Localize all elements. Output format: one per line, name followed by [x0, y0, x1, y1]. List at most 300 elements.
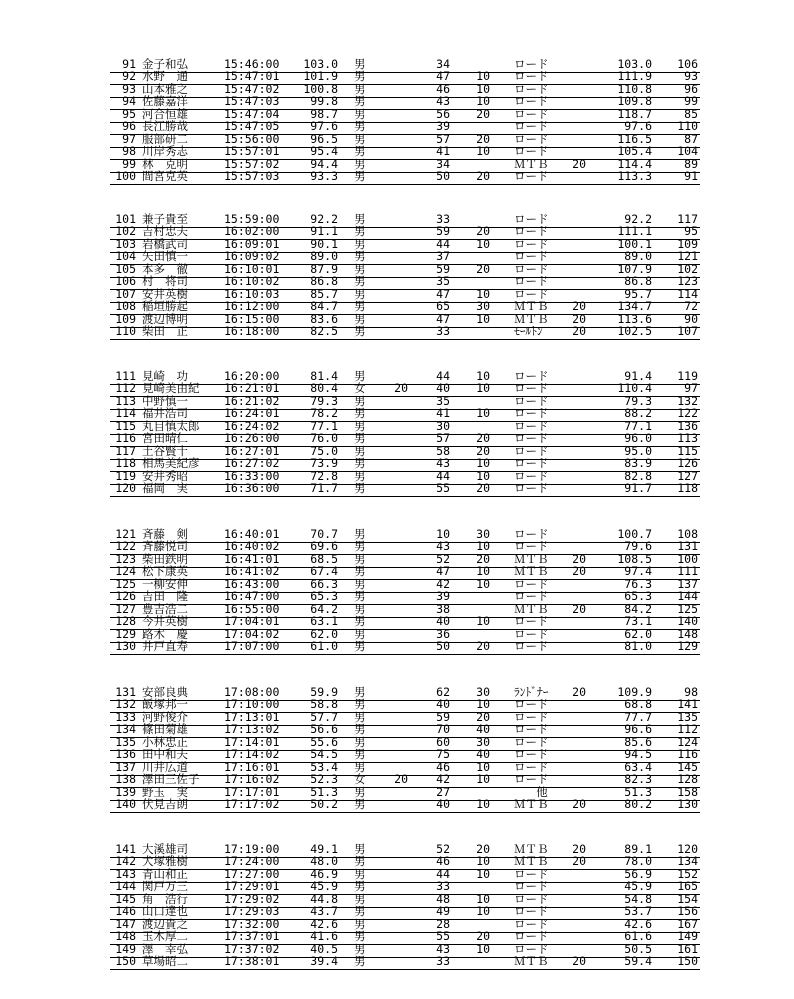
cell-age: 28 [436, 916, 450, 931]
cell-score: 69.6 [310, 539, 338, 554]
cell-rank: 129 [677, 639, 698, 654]
cell-cls: ロード [514, 527, 549, 541]
cell-age: 37 [436, 249, 450, 264]
cell-total: 84.2 [624, 601, 652, 616]
cell-ageb: 20 [476, 169, 490, 184]
cell-time: 16:36:00 [224, 481, 280, 496]
cell-cls: ﾗﾝﾄﾞﾅｰ [514, 685, 549, 699]
cell-score: 72.8 [310, 468, 338, 483]
cell-ageb: 10 [476, 866, 490, 881]
cell-cls: ロード [514, 639, 549, 654]
cell-no: 114 [115, 406, 136, 421]
cell-no: 143 [115, 866, 136, 881]
cell-time: 16:47:00 [224, 589, 280, 604]
cell-cls: ロード [514, 261, 549, 276]
cell-ageb: 10 [476, 854, 490, 869]
cell-sex: 男 [354, 797, 366, 812]
cell-cls: ＭＴＢ [514, 299, 549, 314]
cell-rank: 167 [677, 916, 698, 931]
cell-cls: ロード [514, 443, 549, 458]
cell-sex: 男 [354, 69, 366, 84]
cell-sex: 男 [354, 539, 366, 554]
cell-total: 79.3 [624, 393, 652, 408]
cell-rank: 123 [677, 274, 698, 289]
cell-total: 95.7 [624, 286, 652, 301]
cell-score: 73.9 [310, 456, 338, 471]
cell-name: 村 将司 [142, 274, 188, 289]
cell-score: 58.8 [310, 697, 338, 712]
cell-no: 131 [115, 685, 136, 699]
cell-rank: 108 [677, 527, 698, 541]
cell-sex: 男 [354, 236, 366, 251]
cell-score: 64.2 [310, 601, 338, 616]
cell-time: 15:47:03 [224, 94, 280, 109]
cell-cls: ロード [514, 106, 549, 121]
cell-time: 16:40:02 [224, 539, 280, 554]
cell-no: 130 [115, 639, 136, 654]
cell-total: 102.5 [617, 324, 652, 339]
cell-ageb: 10 [476, 759, 490, 774]
cell-rank: 124 [677, 734, 698, 749]
cell-no: 144 [115, 879, 136, 894]
cell-clsb: 20 [572, 954, 586, 969]
cell-name: 丸目慎太郎 [142, 418, 200, 433]
cell-age: 47 [436, 311, 450, 326]
cell-total: 96.6 [624, 722, 652, 737]
cell-age: 60 [436, 734, 450, 749]
cell-no: 104 [115, 249, 136, 264]
cell-score: 87.9 [310, 261, 338, 276]
cell-total: 61.6 [624, 929, 652, 944]
cell-cls: ロード [514, 69, 549, 84]
cell-name: 路木 慶 [142, 626, 188, 641]
cell-cls: ロード [514, 369, 549, 383]
cell-score: 98.7 [310, 106, 338, 121]
cell-time: 16:41:01 [224, 551, 280, 566]
cell-name: 今井英樹 [142, 614, 188, 629]
cell-total: 111.9 [617, 69, 652, 84]
cell-ageb: 10 [476, 456, 490, 471]
cell-sex: 男 [354, 891, 366, 906]
cell-name: 井戸直寿 [142, 639, 188, 654]
cell-total: 82.8 [624, 468, 652, 483]
cell-no: 107 [115, 286, 136, 301]
cell-rank: 117 [677, 212, 698, 226]
cell-age: 34 [436, 57, 450, 71]
cell-ageb: 10 [476, 539, 490, 554]
cell-sex: 男 [354, 589, 366, 604]
cell-rank: 95 [684, 224, 698, 239]
cell-ageb: 40 [476, 747, 490, 762]
cell-sex: 男 [354, 418, 366, 433]
cell-name: 中野慎一 [142, 393, 188, 408]
cell-cls: ロード [514, 722, 549, 737]
cell-rank: 136 [677, 418, 698, 433]
cell-age: 46 [436, 81, 450, 96]
cell-rank: 100 [677, 551, 698, 566]
cell-time: 17:38:01 [224, 954, 280, 969]
cell-rank: 96 [684, 81, 698, 96]
cell-no: 97 [122, 131, 136, 146]
cell-score: 86.8 [310, 274, 338, 289]
cell-age: 27 [436, 784, 450, 799]
cell-ageb: 30 [476, 734, 490, 749]
cell-time: 15:46:00 [224, 57, 280, 71]
cell-time: 16:21:01 [224, 381, 280, 396]
cell-cls: ＭＴＢ [514, 954, 549, 969]
cell-total: 73.1 [624, 614, 652, 629]
cell-score: 76.0 [310, 431, 338, 446]
cell-age: 75 [436, 747, 450, 762]
cell-name: 川井広道 [142, 759, 188, 774]
cell-score: 90.1 [310, 236, 338, 251]
cell-time: 15:47:04 [224, 106, 280, 121]
cell-total: 103.0 [617, 57, 652, 71]
cell-cls: ロード [514, 381, 549, 396]
cell-total: 105.4 [617, 144, 652, 159]
cell-name: 澤田三佐子 [142, 772, 200, 787]
cell-time: 16:20:00 [224, 369, 280, 383]
cell-cls: ＭＴＢ [514, 311, 549, 326]
cell-sex: 男 [354, 527, 366, 541]
cell-age: 33 [436, 954, 450, 969]
cell-no: 117 [115, 443, 136, 458]
cell-age: 35 [436, 274, 450, 289]
cell-age: 41 [436, 144, 450, 159]
cell-rank: 150 [677, 954, 698, 969]
cell-no: 91 [122, 57, 136, 71]
cell-cls: ロード [514, 709, 549, 724]
cell-cls: ロード [514, 697, 549, 712]
cell-rank: 113 [677, 431, 698, 446]
cell-total: 62.0 [624, 626, 652, 641]
cell-age: 47 [436, 564, 450, 579]
cell-age: 43 [436, 456, 450, 471]
cell-time: 16:24:02 [224, 418, 280, 433]
cell-sex: 男 [354, 106, 366, 121]
cell-age: 46 [436, 854, 450, 869]
cell-ageb: 10 [476, 614, 490, 629]
cell-ageb: 30 [476, 685, 490, 699]
cell-time: 15:47:01 [224, 69, 280, 84]
cell-age: 62 [436, 685, 450, 699]
cell-cls: ロード [514, 468, 549, 483]
cell-age: 65 [436, 299, 450, 314]
cell-total: 110.4 [617, 381, 652, 396]
cell-no: 106 [115, 274, 136, 289]
cell-name: 山口達也 [142, 904, 188, 919]
cell-name: 川岸秀志 [142, 144, 188, 159]
cell-rank: 132 [677, 393, 698, 408]
cell-age: 59 [436, 261, 450, 276]
cell-no: 142 [115, 854, 136, 869]
cell-sex: 男 [354, 156, 366, 171]
cell-ageb: 10 [476, 468, 490, 483]
cell-no: 129 [115, 626, 136, 641]
cell-total: 65.3 [624, 589, 652, 604]
cell-clsb: 20 [572, 797, 586, 812]
cell-total: 53.7 [624, 904, 652, 919]
cell-score: 68.5 [310, 551, 338, 566]
cell-ageb: 20 [476, 443, 490, 458]
cell-no: 92 [122, 69, 136, 84]
cell-rank: 148 [677, 626, 698, 641]
cell-total: 97.4 [624, 564, 652, 579]
cell-score: 95.4 [310, 144, 338, 159]
cell-score: 56.6 [310, 722, 338, 737]
cell-age: 46 [436, 759, 450, 774]
cell-ageb: 10 [476, 941, 490, 956]
cell-score: 50.2 [310, 797, 338, 812]
cell-rank: 85 [684, 106, 698, 121]
cell-total: 54.8 [624, 891, 652, 906]
cell-ageb: 10 [476, 797, 490, 812]
cell-total: 109.8 [617, 94, 652, 109]
cell-rank: 131 [677, 539, 698, 554]
cell-score: 53.4 [310, 759, 338, 774]
cell-score: 101.9 [303, 69, 338, 84]
cell-age: 33 [436, 324, 450, 339]
cell-name: 服部研二 [142, 131, 188, 146]
cell-rank: 87 [684, 131, 698, 146]
cell-age: 10 [436, 527, 450, 541]
cell-time: 16:18:00 [224, 324, 280, 339]
cell-time: 16:09:02 [224, 249, 280, 264]
cell-rank: 154 [677, 891, 698, 906]
cell-total: 107.9 [617, 261, 652, 276]
cell-no: 145 [115, 891, 136, 906]
cell-name: 犬塚雅樹 [142, 854, 188, 869]
cell-total: 42.6 [624, 916, 652, 931]
cell-age: 59 [436, 709, 450, 724]
cell-score: 63.1 [310, 614, 338, 629]
cell-time: 15:56:00 [224, 131, 280, 146]
cell-score: 59.9 [310, 685, 338, 699]
cell-total: 116.5 [617, 131, 652, 146]
cell-time: 16:09:01 [224, 236, 280, 251]
cell-sex: 男 [354, 759, 366, 774]
cell-cls: ロード [514, 539, 549, 554]
cell-total: 91.7 [624, 481, 652, 496]
cell-time: 16:27:02 [224, 456, 280, 471]
cell-total: 77.1 [624, 418, 652, 433]
cell-age: 43 [436, 94, 450, 109]
cell-time: 17:29:01 [224, 879, 280, 894]
cell-age: 58 [436, 443, 450, 458]
cell-sex: 男 [354, 685, 366, 699]
cell-cls: ロード [514, 224, 549, 239]
cell-no: 134 [115, 722, 136, 737]
cell-cls: ロード [514, 576, 549, 591]
cell-rank: 106 [677, 57, 698, 71]
cell-rank: 107 [677, 324, 698, 339]
cell-ageb: 30 [476, 527, 490, 541]
cell-score: 75.0 [310, 443, 338, 458]
cell-score: 42.6 [310, 916, 338, 931]
cell-sex: 男 [354, 722, 366, 737]
cell-sex: 男 [354, 784, 366, 799]
cell-total: 82.3 [624, 772, 652, 787]
cell-name: 飯塚邦一 [142, 697, 188, 712]
cell-cls: ロード [514, 274, 549, 289]
cell-age: 55 [436, 929, 450, 944]
cell-age: 34 [436, 156, 450, 171]
cell-name: 渡辺貴之 [142, 916, 188, 931]
cell-age: 40 [436, 614, 450, 629]
cell-ageb: 10 [476, 286, 490, 301]
cell-time: 17:19:00 [224, 842, 280, 856]
cell-score: 71.7 [310, 481, 338, 496]
cell-ageb: 10 [476, 144, 490, 159]
cell-cls: ﾓｰﾙﾄﾝ [514, 324, 543, 339]
table-row [110, 640, 700, 655]
cell-rank: 102 [677, 261, 698, 276]
cell-sex: 男 [354, 131, 366, 146]
cell-ageb: 20 [476, 224, 490, 239]
cell-rank: 140 [677, 614, 698, 629]
cell-ageb: 10 [476, 564, 490, 579]
cell-extra: 20 [394, 381, 408, 396]
cell-name: 豊吉浩二 [142, 601, 188, 616]
cell-score: 54.5 [310, 747, 338, 762]
cell-name: 篠田菊雄 [142, 722, 188, 737]
cell-no: 101 [115, 212, 136, 226]
cell-age: 49 [436, 904, 450, 919]
cell-sex: 男 [354, 274, 366, 289]
cell-total: 110.8 [617, 81, 652, 96]
cell-score: 103.0 [303, 57, 338, 71]
cell-cls: ロード [514, 891, 549, 906]
cell-sex: 女 [354, 381, 366, 396]
cell-time: 16:02:00 [224, 224, 280, 239]
cell-sex: 男 [354, 94, 366, 109]
cell-rank: 98 [684, 685, 698, 699]
cell-no: 140 [115, 797, 136, 812]
cell-time: 17:32:00 [224, 916, 280, 931]
cell-rank: 114 [677, 286, 698, 301]
cell-no: 95 [122, 106, 136, 121]
cell-sex: 男 [354, 904, 366, 919]
cell-total: 78.0 [624, 854, 652, 869]
cell-cls: ロード [514, 119, 549, 134]
cell-cls: ロード [514, 431, 549, 446]
cell-no: 116 [115, 431, 136, 446]
cell-sex: 男 [354, 614, 366, 629]
cell-total: 59.4 [624, 954, 652, 969]
cell-no: 133 [115, 709, 136, 724]
cell-cls: ロード [514, 406, 549, 421]
cell-sex: 男 [354, 311, 366, 326]
cell-no: 147 [115, 916, 136, 931]
cell-time: 17:24:00 [224, 854, 280, 869]
cell-name: 安井英樹 [142, 286, 188, 301]
cell-score: 82.5 [310, 324, 338, 339]
cell-score: 51.3 [310, 784, 338, 799]
cell-name: 柴田鉄明 [142, 551, 188, 566]
cell-no: 141 [115, 842, 136, 856]
cell-sex: 女 [354, 772, 366, 787]
cell-ageb: 10 [476, 81, 490, 96]
cell-total: 85.6 [624, 734, 652, 749]
cell-sex: 男 [354, 854, 366, 869]
cell-total: 56.9 [624, 866, 652, 881]
cell-time: 16:10:01 [224, 261, 280, 276]
cell-time: 16:55:00 [224, 601, 280, 616]
cell-total: 96.0 [624, 431, 652, 446]
cell-no: 148 [115, 929, 136, 944]
cell-rank: 119 [677, 369, 698, 383]
cell-no: 146 [115, 904, 136, 919]
cell-no: 118 [115, 456, 136, 471]
cell-time: 15:47:05 [224, 119, 280, 134]
cell-score: 52.3 [310, 772, 338, 787]
cell-sex: 男 [354, 249, 366, 264]
cell-rank: 144 [677, 589, 698, 604]
cell-total: 95.0 [624, 443, 652, 458]
cell-cls: ロード [514, 929, 549, 944]
cell-ageb: 10 [476, 406, 490, 421]
cell-name: 田中和夫 [142, 747, 188, 762]
cell-total: 100.7 [617, 527, 652, 541]
cell-age: 44 [436, 236, 450, 251]
cell-rank: 137 [677, 576, 698, 591]
cell-age: 40 [436, 381, 450, 396]
cell-age: 50 [436, 169, 450, 184]
cell-age: 47 [436, 69, 450, 84]
cell-clsb: 20 [572, 299, 586, 314]
cell-rank: 112 [677, 722, 698, 737]
cell-age: 59 [436, 224, 450, 239]
cell-rank: 161 [677, 941, 698, 956]
cell-total: 81.0 [624, 639, 652, 654]
cell-score: 61.0 [310, 639, 338, 654]
cell-rank: 125 [677, 601, 698, 616]
cell-time: 17:14:02 [224, 747, 280, 762]
cell-cls: ロード [514, 94, 549, 109]
cell-ageb: 10 [476, 94, 490, 109]
cell-age: 40 [436, 697, 450, 712]
cell-name: 本多 徹 [142, 261, 188, 276]
cell-ageb: 10 [476, 697, 490, 712]
cell-sex: 男 [354, 697, 366, 712]
cell-rank: 118 [677, 481, 698, 496]
cell-total: 114.4 [617, 156, 652, 171]
cell-ageb: 20 [476, 106, 490, 121]
cell-name: 安井秀昭 [142, 468, 188, 483]
cell-name: 河野俊介 [142, 709, 188, 724]
cell-name: 福岡 実 [142, 481, 188, 496]
cell-total: 111.1 [617, 224, 652, 239]
cell-age: 43 [436, 539, 450, 554]
cell-total: 51.3 [624, 784, 652, 799]
cell-total: 91.4 [624, 369, 652, 383]
cell-name: 一柳安伸 [142, 576, 188, 591]
cell-cls: ロード [514, 481, 549, 496]
cell-no: 136 [115, 747, 136, 762]
cell-score: 79.3 [310, 393, 338, 408]
cell-ageb: 40 [476, 722, 490, 737]
cell-age: 33 [436, 879, 450, 894]
cell-sex: 男 [354, 564, 366, 579]
cell-age: 70 [436, 722, 450, 737]
cell-no: 100 [115, 169, 136, 184]
cell-sex: 男 [354, 144, 366, 159]
cell-cls: ロード [514, 589, 549, 604]
cell-score: 100.8 [303, 81, 338, 96]
cell-score: 66.3 [310, 576, 338, 591]
cell-cls: ロード [514, 144, 549, 159]
cell-clsb: 20 [572, 324, 586, 339]
